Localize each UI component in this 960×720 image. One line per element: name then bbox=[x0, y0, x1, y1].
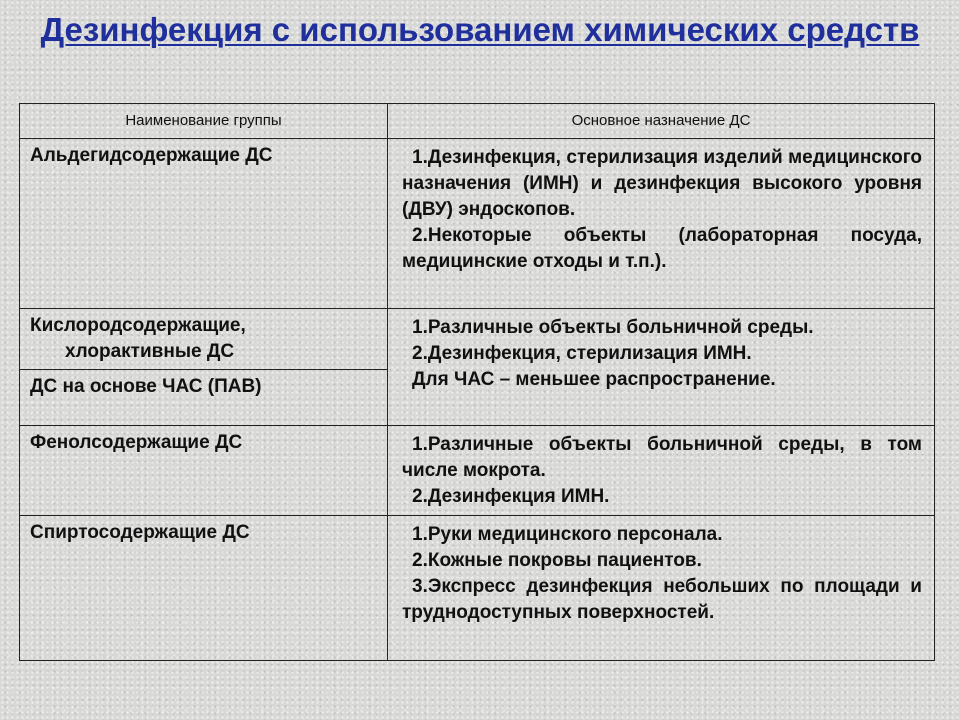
group-name: Спиртосодержащие ДС bbox=[30, 522, 250, 543]
group-name-line2: хлорактивные ДС bbox=[65, 341, 235, 362]
purpose-item: 2.Дезинфекция, стерилизация ИМН. bbox=[412, 343, 752, 364]
group-name: Альдегидсодержащие ДС bbox=[30, 145, 273, 166]
group-cell bbox=[20, 139, 388, 309]
group-cell bbox=[20, 370, 388, 426]
group-cell bbox=[20, 309, 388, 370]
purpose-item: Для ЧАС – меньшее распространение. bbox=[412, 369, 776, 390]
group-name: Кислородсодержащие, bbox=[30, 315, 246, 336]
group-cell bbox=[20, 516, 388, 661]
group-name: ДС на основе ЧАС (ПАВ) bbox=[30, 376, 262, 397]
purpose-item: 2.Дезинфекция ИМН. bbox=[412, 486, 610, 507]
table-row bbox=[20, 309, 935, 370]
group-cell bbox=[20, 426, 388, 516]
table-row bbox=[20, 516, 935, 661]
header-purpose: Основное назначение ДС bbox=[388, 104, 935, 139]
group-name: Фенолсодержащие ДС bbox=[30, 432, 243, 453]
header-group-name: Наименование группы bbox=[20, 104, 388, 139]
purpose-cell bbox=[388, 309, 935, 426]
purpose-item: 1.Различные объекты больничной среды, в том числе мокрота. bbox=[402, 434, 922, 481]
purpose-item: 2.Кожные покровы пациентов. bbox=[412, 550, 702, 571]
purpose-cell bbox=[388, 139, 935, 309]
table-row bbox=[20, 139, 935, 309]
purpose-cell bbox=[388, 516, 935, 661]
purpose-item: 1.Дезинфекция, стерилизация изделий медицинского назначения (ИМН) и дезинфекция высокого уровня (ДВУ) эндоскопов. bbox=[402, 147, 922, 220]
table-header-row bbox=[20, 104, 935, 139]
slide-title: Дезинфекция с использованием химических средств bbox=[40, 11, 920, 48]
purpose-item: 1.Руки медицинского персонала. bbox=[412, 524, 723, 545]
purpose-item: 2.Некоторые объекты (лабораторная посуда, медицинские отходы и т.п.). bbox=[402, 225, 922, 272]
table-row bbox=[20, 426, 935, 516]
purpose-item: 1.Различные объекты больничной среды. bbox=[412, 317, 814, 338]
disinfectant-table bbox=[19, 103, 935, 661]
purpose-item: 3.Экспресс дезинфекция небольших по площади и труднодоступных поверхностей. bbox=[402, 576, 922, 623]
purpose-cell bbox=[388, 426, 935, 516]
